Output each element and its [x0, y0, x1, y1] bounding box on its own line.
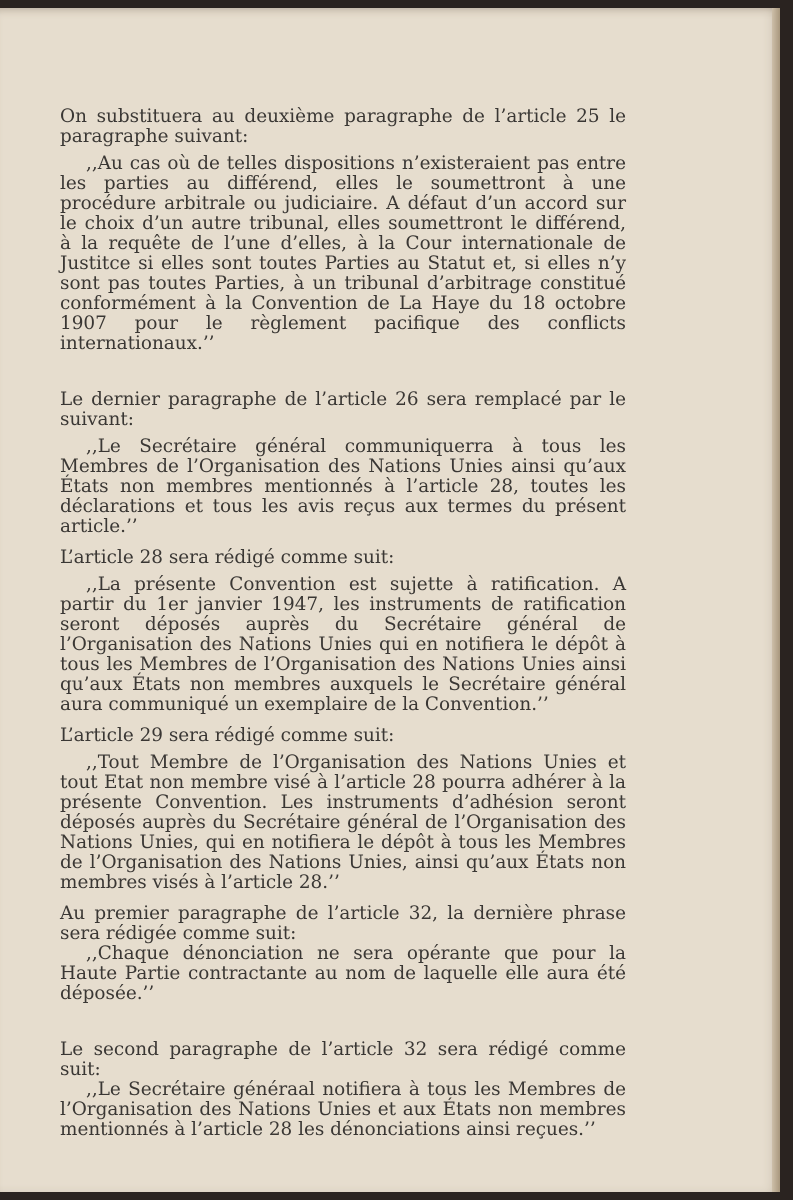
paragraph-article-32-second-quote: ,,Le Secrétaire généraal notifiera à tous les Membres de l’Organisation des Nations Unies et aux États non membres mentionnés à l’article 28 les dénonciations ainsi reçues.’’ — [60, 1079, 626, 1140]
paragraph-article-29-intro: L’article 29 sera rédigé comme suit: — [60, 725, 395, 746]
paragraph-article-29-quote: ,,Tout Membre de l’Organisation des Nations Unies et tout Etat non membre visé à l’article 28 pourra adhérer à la présente Convention. Les instruments d’adhésion seront déposés auprès du Secrétaire général de l’Organisation des Nations Unies, qui en notifiera le dépôt à tous les Membres de l’Organisation des Nations Unies, ainsi qu’aux États non membres visés à l’article 28.’’ — [60, 752, 626, 893]
page-edge — [772, 8, 780, 1192]
paragraph-article-28-intro: L’article 28 sera rédigé comme suit: — [60, 547, 395, 568]
document-body — [60, 107, 626, 1140]
paragraph-article-28-quote: ,,La présente Convention est sujette à ratification. A partir du 1er janvier 1947, les instruments de ratification seront déposés auprès du Secrétaire général de l’Organisation des Nations Unies qui en notifiera le dépôt à tous les Membres de l’Organisation des Nations Unies ainsi qu’aux États non membres auxquels le Secrétaire général aura communiqué un exemplaire de la Convention.’’ — [60, 574, 626, 715]
paragraph-article-26-quote: ,,Le Secrétaire général communiquerra à tous les Membres de l’Organisation des Nations Unies ainsi qu’aux États non membres mentionnés à l’article 28, toutes les déclarations et tous les avis reçus aux termes du présent article.’’ — [60, 436, 626, 537]
paragraph-article-32-second-intro: Le second paragraphe de l’article 32 sera rédigé comme suit: — [60, 1039, 626, 1080]
paragraph-article-25-intro: On substituera au deuxième paragraphe de l’article 25 le paragraphe suivant: — [60, 106, 626, 147]
paragraph-article-32-first-intro: Au premier paragraphe de l’article 32, la dernière phrase sera rédigée comme suit: — [60, 903, 626, 944]
paragraph-article-26-intro: Le dernier paragraphe de l’article 26 sera remplacé par le suivant: — [60, 389, 626, 430]
paragraph-article-32-first-quote: ,,Chaque dénonciation ne sera opérante que pour la Haute Partie contractante au nom de laquelle elle aura été déposée.’’ — [60, 943, 626, 1004]
paragraph-article-25-quote: ,,Au cas où de telles dispositions n’existeraient pas entre les parties au différend, elles le soumettront à une procédure arbitrale ou judiciaire. A défaut d’un accord sur le choix d’un autre tribunal, elles soumettront le différend, à la requête de l’une d’elles, à la Cour internationale de Justitce si elles sont toutes Parties au Statut et, si elles n’y sont pas toutes Parties, à un tribunal d’arbitrage constitué conformément à la Convention de La Haye du 18 octobre 1907 pour le règlement pacifique des conflicts internationaux.’’ — [60, 153, 626, 354]
